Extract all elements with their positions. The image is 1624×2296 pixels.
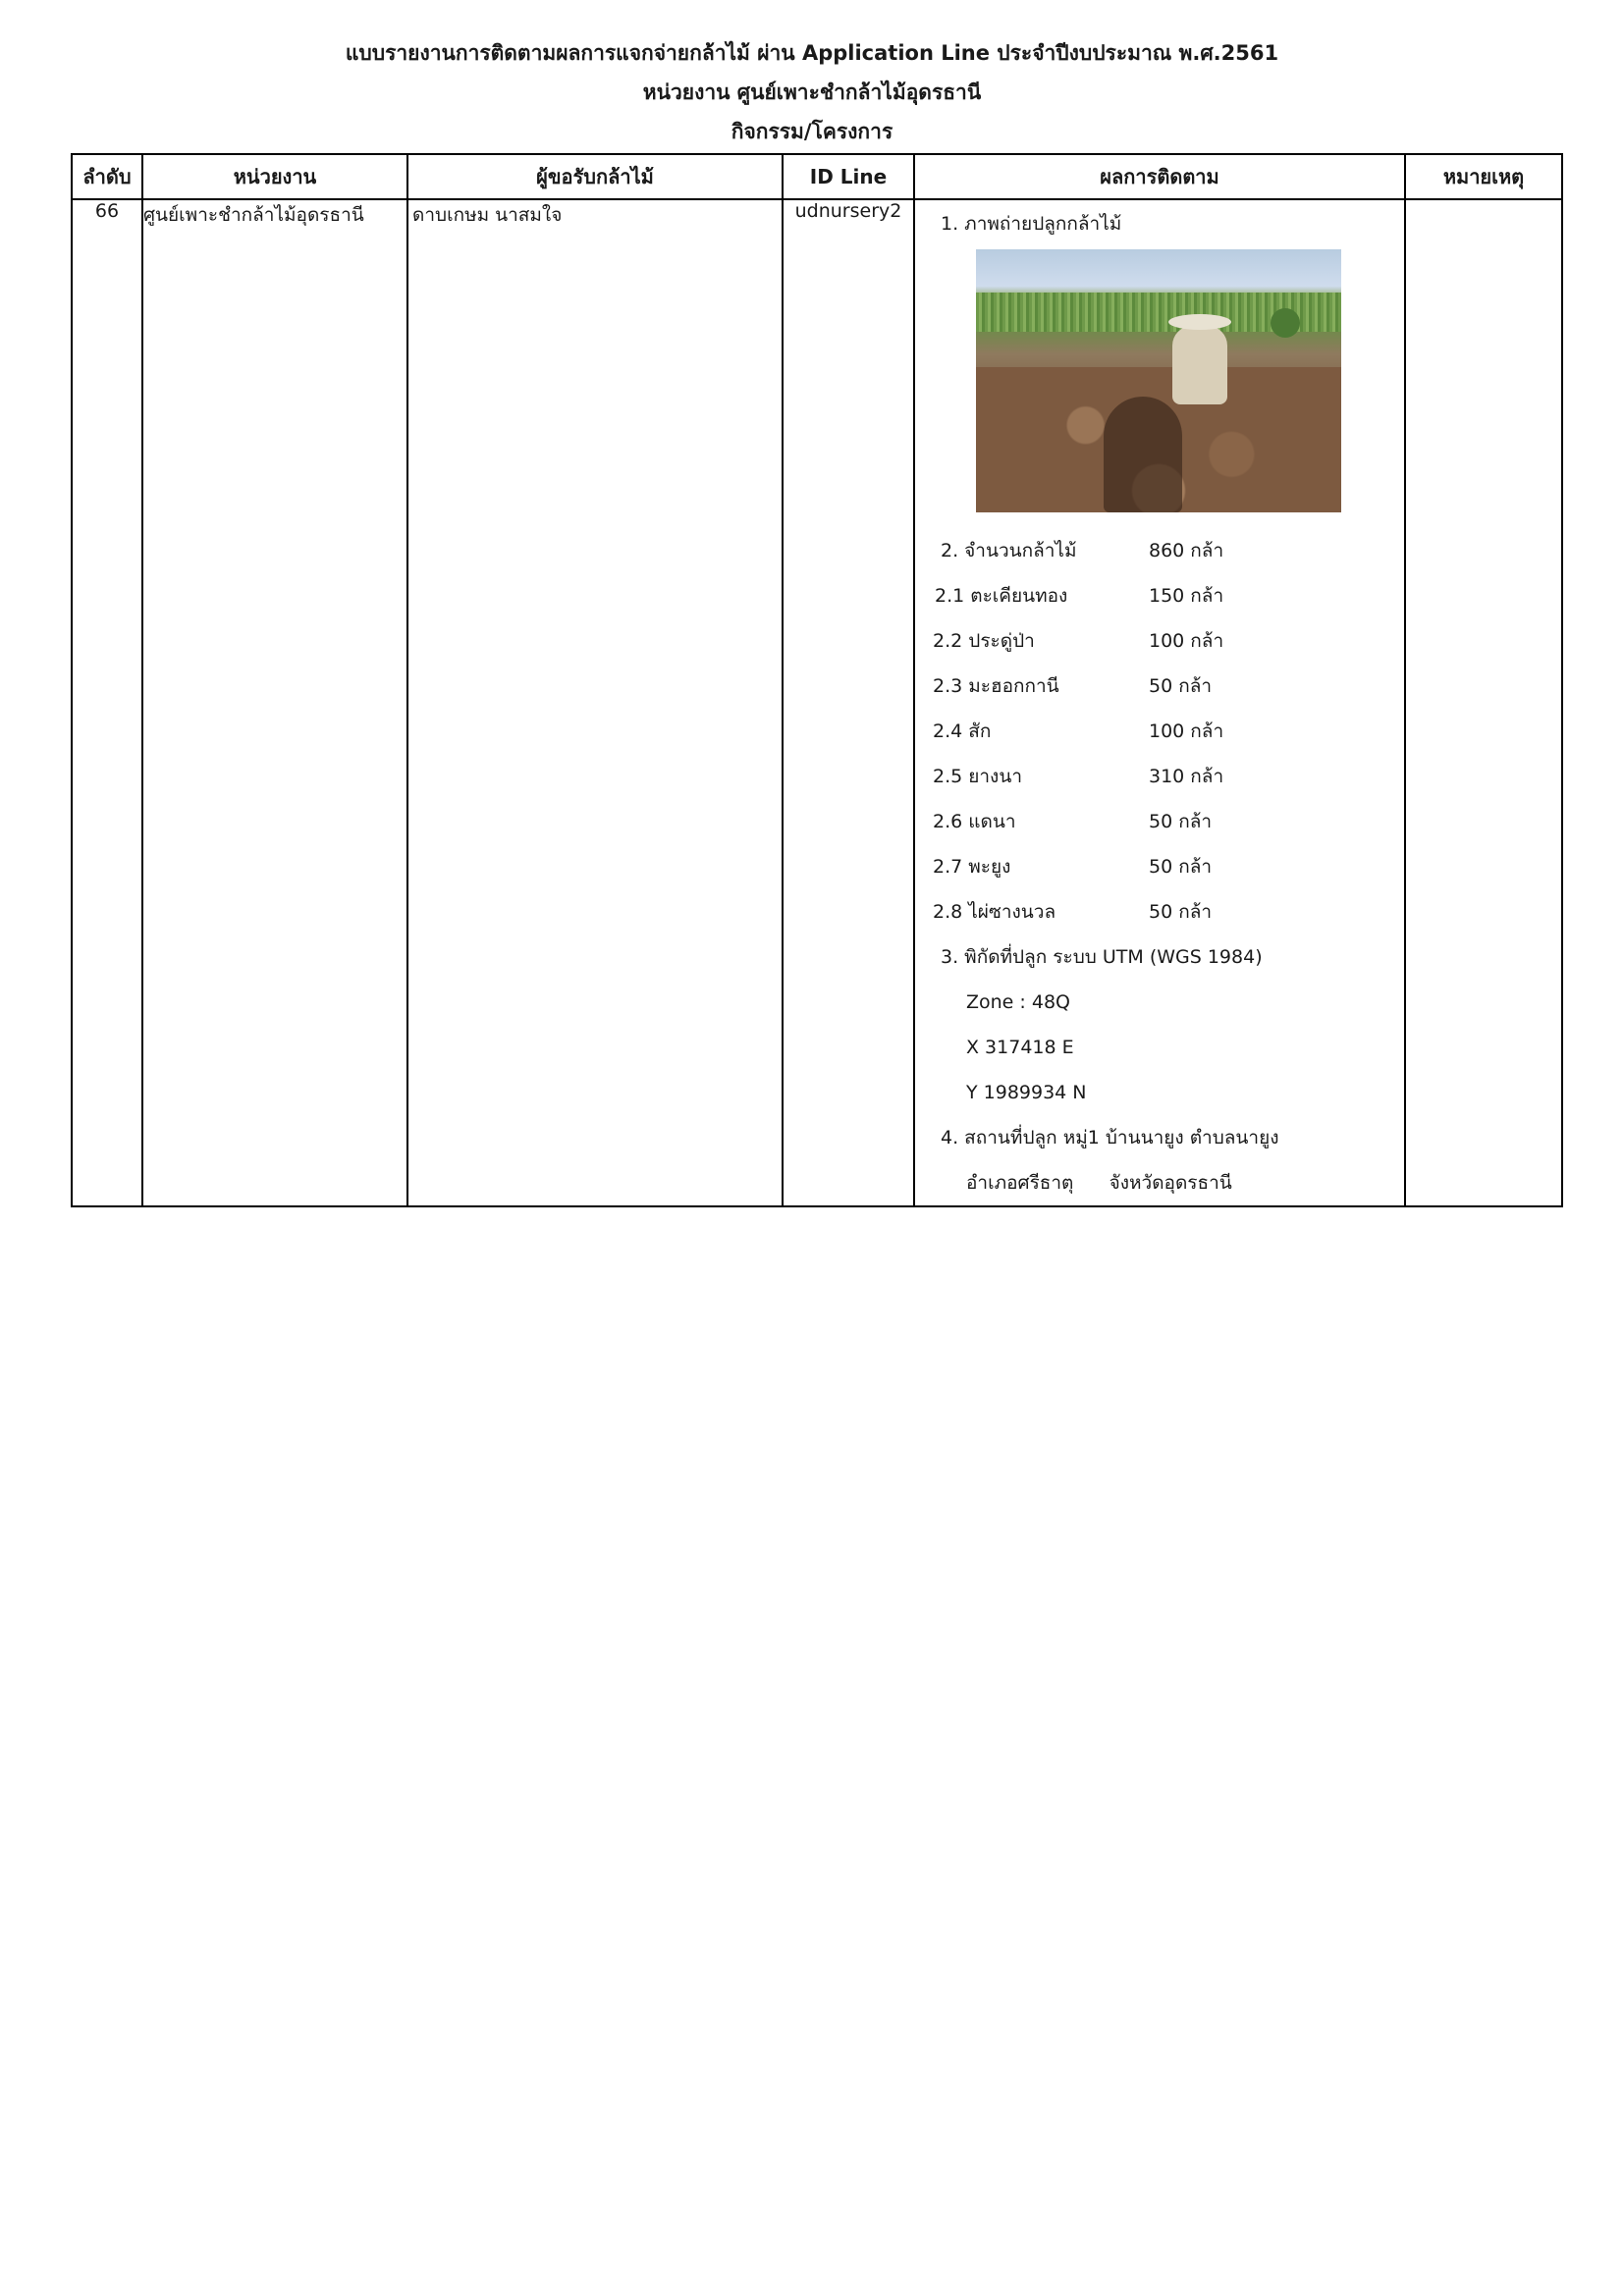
results-list xyxy=(915,200,1404,1205)
cell-id-line xyxy=(783,199,914,1206)
species-value: 150 กล้า xyxy=(1149,585,1224,607)
location-line-2: อำเภอศรีธาตุ จังหวัดอุดรธานี xyxy=(966,1172,1232,1194)
row-number: 66 xyxy=(94,200,120,222)
species-label: 2.3 มะฮอกกานี xyxy=(933,675,1059,697)
report-header xyxy=(0,33,1624,151)
list-item xyxy=(933,618,1404,664)
list-item xyxy=(933,664,1404,709)
cell-remark xyxy=(1405,199,1562,1206)
cell-results xyxy=(914,199,1405,1206)
species-value: 100 กล้า xyxy=(1149,630,1224,652)
col-header-recipient: ผู้ขอรับกล้าไม้ xyxy=(407,154,783,199)
shadow-shape xyxy=(1104,397,1182,512)
col-header-id-line: ID Line xyxy=(783,154,914,199)
species-label: 2.7 พะยูง xyxy=(933,856,1011,878)
col-header-agency: หน่วยงาน xyxy=(142,154,407,199)
agency-name: ศูนย์เพาะชำกล้าไม้อุดรธานี xyxy=(143,204,364,226)
list-item xyxy=(933,799,1404,844)
tree-shape xyxy=(1271,308,1300,338)
cell-agency xyxy=(142,199,407,1206)
species-value: 50 กล้า xyxy=(1149,856,1213,878)
species-value: 50 กล้า xyxy=(1149,901,1213,923)
utm-x: X 317418 E xyxy=(966,1037,1074,1058)
col-header-remark: หมายเหตุ xyxy=(1405,154,1562,199)
report-table xyxy=(71,153,1563,1207)
species-label: 2.6 แดนา xyxy=(933,811,1016,832)
species-value: 100 กล้า xyxy=(1149,721,1224,742)
utm-zone: Zone : 48Q xyxy=(966,991,1070,1013)
recipient-name: ดาบเกษม นาสมใจ xyxy=(412,204,563,226)
list-item xyxy=(935,573,1404,618)
species-value: 50 กล้า xyxy=(1149,811,1213,832)
agency-line: หน่วยงาน ศูนย์เพาะชำกล้าไม้อุดรธานี xyxy=(642,80,982,104)
hat-shape xyxy=(1168,314,1231,330)
list-item xyxy=(933,889,1404,934)
list-item xyxy=(933,709,1404,754)
col-header-no: ลำดับ xyxy=(72,154,142,199)
activity-line: กิจกรรม/โครงการ xyxy=(731,120,893,143)
cell-recipient xyxy=(407,199,783,1206)
species-label: 2.4 สัก xyxy=(933,721,992,742)
person-shape xyxy=(1172,326,1227,404)
coord-heading: 3. พิกัดที่ปลูก ระบบ UTM (WGS 1984) xyxy=(941,946,1263,968)
count-value: 860 กล้า xyxy=(1149,540,1224,561)
species-label: 2.1 ตะเคียนทอง xyxy=(935,585,1068,607)
report-title: แบบรายงานการติดตามผลการแจกจ่ายกล้าไม้ ผ่าน Application Line ประจำปีงบประมาณ พ.ศ.2561 xyxy=(345,41,1279,65)
species-label: 2.2 ประดู่ป่า xyxy=(933,630,1035,652)
location-heading: 4. สถานที่ปลูก หมู่1 บ้านนายูง ตำบลนายูง xyxy=(941,1127,1279,1148)
count-line xyxy=(941,528,1404,573)
species-value: 50 กล้า xyxy=(1149,675,1213,697)
id-line-value: udnursery2 xyxy=(794,200,902,222)
planting-photo xyxy=(976,249,1341,512)
list-item xyxy=(933,844,1404,889)
species-label: 2.8 ไผ่ซางนวล xyxy=(933,901,1056,923)
species-label: 2.5 ยางนา xyxy=(933,766,1022,787)
table-row xyxy=(72,199,1562,1206)
photo-heading: 1. ภาพถ่ายปลูกกล้าไม้ xyxy=(941,213,1122,235)
list-item xyxy=(933,754,1404,799)
col-header-results: ผลการติดตาม xyxy=(914,154,1405,199)
count-label: 2. จำนวนกล้าไม้ xyxy=(941,540,1077,561)
utm-y: Y 1989934 N xyxy=(966,1082,1087,1103)
species-value: 310 กล้า xyxy=(1149,766,1224,787)
cell-no xyxy=(72,199,142,1206)
table-header-row xyxy=(72,154,1562,199)
